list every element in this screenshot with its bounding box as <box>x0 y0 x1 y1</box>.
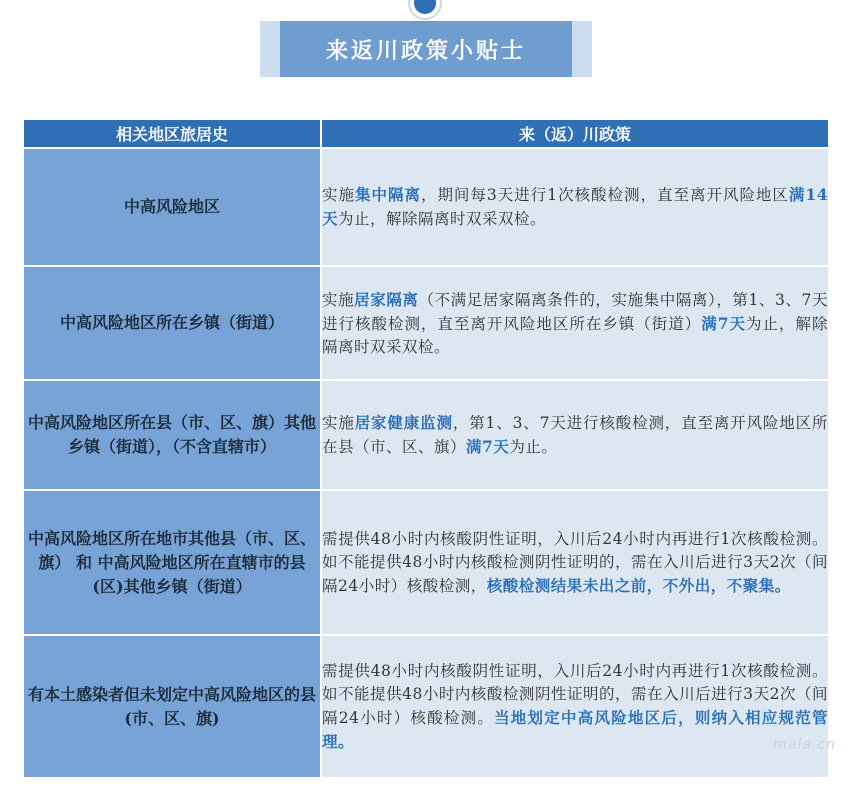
area-cell: 中高风险地区所在乡镇（街道） <box>24 267 322 381</box>
policy-text: 实施 <box>322 290 355 309</box>
header-policy: 来（返）川政策 <box>322 120 828 149</box>
watermark: mala.cn <box>773 737 836 753</box>
policy-highlight: 核酸检测结果未出之前，不外出，不聚集。 <box>486 575 791 595</box>
policy-text: ，第1、3、7天进行核酸检测，直至离开风险地区所在县（市、区、旗） <box>322 414 828 456</box>
title-dot-icon <box>414 0 436 14</box>
policy-text: （不满足居家隔离条件的，实施集中隔离），第1、3、7天进行核酸检测，直至离开风险地区所在乡镇（街道） <box>322 290 828 333</box>
table-row <box>24 381 828 491</box>
area-cell: 中高风险地区所在地市其他县（市、区、旗） 和 中高风险地区所在直辖市的县(区)其他乡镇（街道） <box>24 491 322 636</box>
policy-text: 实施 <box>322 414 355 432</box>
table-row <box>24 636 828 779</box>
title-banner <box>260 21 592 77</box>
header-travel-history: 相关地区旅居史 <box>24 120 322 149</box>
table-row <box>24 267 828 381</box>
policy-cell <box>322 636 828 779</box>
policy-text: 需提供48小时内核酸阴性证明，入川后24小时内再进行1次核酸检测。如不能提供48小时内核酸检测阴性证明的，需在入川后进行3天2次（间隔24小时）核酸检测， <box>322 529 828 595</box>
area-cell: 中高风险地区所在县（市、区、旗）其他乡镇（街道），（不含直辖市） <box>24 381 322 491</box>
policy-highlight: 当地划定中高风险地区后，则纳入相应规范管理。 <box>322 707 828 751</box>
table-header-row <box>24 120 828 149</box>
area-cell: 中高风险地区 <box>24 149 322 267</box>
policy-highlight: 居家隔离 <box>354 289 419 309</box>
policy-cell <box>322 491 828 636</box>
policy-highlight: 满7天 <box>701 313 747 333</box>
policy-table <box>24 120 828 779</box>
area-cell: 有本土感染者但未划定中高风险地区的县(市、区、旗) <box>24 636 322 779</box>
policy-cell <box>322 267 828 381</box>
policy-text: 为止，解除隔离时双采双检。 <box>338 210 547 228</box>
policy-text: 需提供48小时内核酸阴性证明，入川后24小时内再进行1次核酸检测。如不能提供48小时内核酸检测阴性证明的，需在入川后进行3天2次（间隔24小时）核酸检测。 <box>322 661 828 727</box>
table-row <box>24 491 828 636</box>
page-title: 来返川政策小贴士 <box>280 21 572 77</box>
policy-highlight: 集中隔离 <box>354 185 421 204</box>
policy-text: 实施 <box>322 186 355 204</box>
policy-highlight: 居家健康监测 <box>354 413 453 432</box>
policy-text: ，期间每3天进行1次核酸检测，直至离开风险地区 <box>420 186 789 204</box>
policy-text: 为止，解除隔离时双采双检。 <box>322 314 828 356</box>
table-row <box>24 149 828 267</box>
policy-highlight: 满14天 <box>322 185 828 228</box>
policy-text: 为止。 <box>509 438 558 456</box>
policy-highlight: 满7天 <box>466 437 510 456</box>
policy-cell <box>322 381 828 491</box>
policy-cell <box>322 149 828 267</box>
